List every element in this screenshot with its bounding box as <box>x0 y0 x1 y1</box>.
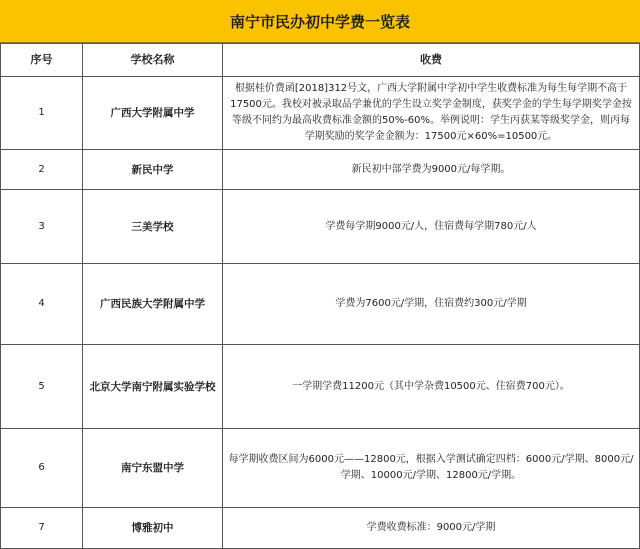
table-row <box>1 150 640 190</box>
row-no: 6 <box>1 429 83 508</box>
table-row <box>1 190 640 264</box>
row-no: 2 <box>1 150 83 190</box>
table-row <box>1 429 640 508</box>
fee-text: 一学期学费11200元（其中学杂费10500元、住宿费700元）。 <box>223 345 640 429</box>
row-no: 1 <box>1 77 83 150</box>
table-row <box>1 508 640 549</box>
fee-text: 学费收费标准：9000元/学期 <box>223 508 640 549</box>
school-name: 广西大学附属中学 <box>83 77 223 150</box>
table-row <box>1 77 640 150</box>
school-name: 三美学校 <box>83 190 223 264</box>
table-title: 南宁市民办初中学费一览表 <box>0 0 640 43</box>
school-name: 博雅初中 <box>83 508 223 549</box>
fee-text: 新民初中部学费为9000元/每学期。 <box>223 150 640 190</box>
school-name: 新民中学 <box>83 150 223 190</box>
school-name: 南宁东盟中学 <box>83 429 223 508</box>
row-no: 5 <box>1 345 83 429</box>
table-row <box>1 345 640 429</box>
table-header-row <box>1 44 640 77</box>
header-fee: 收费 <box>223 44 640 77</box>
fee-table <box>0 43 640 549</box>
row-no: 4 <box>1 264 83 345</box>
table-row <box>1 264 640 345</box>
row-no: 3 <box>1 190 83 264</box>
fee-text: 学费为7600元/学期，住宿费约300元/学期 <box>223 264 640 345</box>
header-no: 序号 <box>1 44 83 77</box>
header-school-name: 学校名称 <box>83 44 223 77</box>
school-name: 广西民族大学附属中学 <box>83 264 223 345</box>
fee-text: 学费每学期9000元/人，住宿费每学期780元/人 <box>223 190 640 264</box>
fee-text: 每学期收费区间为6000元——12800元，根据入学测试确定四档：6000元/学期、8000元/学期、10000元/学期、12800元/学期。 <box>223 429 640 508</box>
row-no: 7 <box>1 508 83 549</box>
school-name: 北京大学南宁附属实验学校 <box>83 345 223 429</box>
fee-text: 根据桂价费函[2018]312号文，广西大学附属中学初中学生收费标准为每生每学期不高于17500元。我校对被录取品学兼优的学生设立奖学金制度，获奖学金的学生每学期奖学金按等级不同约为最高收费标准金额的50%-60%。举例说明：学生丙获某等级奖学金，则丙每学期奖励的奖学金金额为：17500元×60%=10500元。 <box>223 77 640 150</box>
